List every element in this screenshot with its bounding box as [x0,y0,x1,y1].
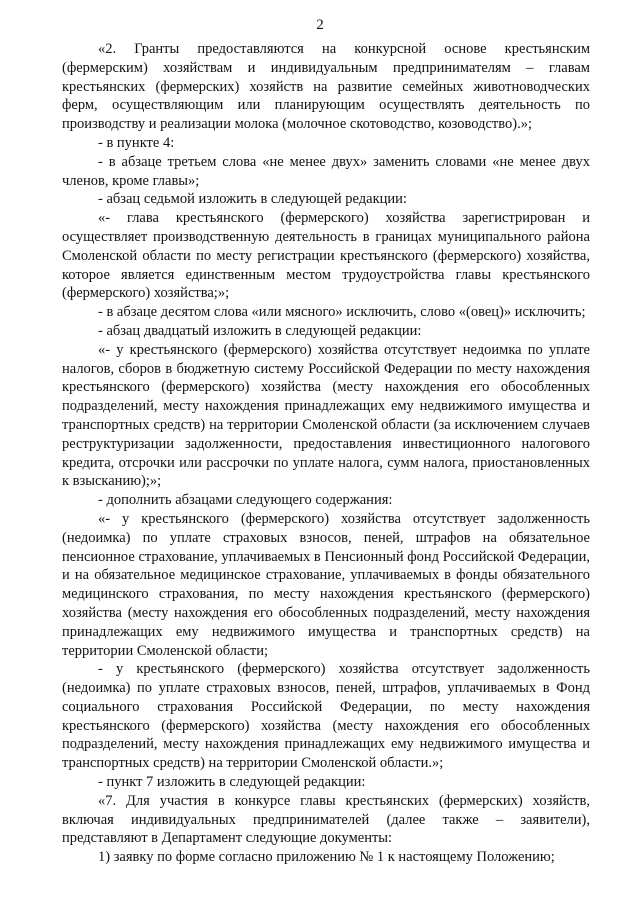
paragraph: - в пункте 4: [98,134,175,151]
paragraph: - в абзаце третьем слова «не менее двух» заменить словами «не менее двух членов, кроме главы»; [62,153,590,189]
paragraph: «7. Для участия в конкурсе главы крестьянских (фермерских) хозяйств, включая индивидуальных предпринимателей (далее также – заявители), представляют в Департамент следующие документы: [62,792,590,847]
paragraph: - пункт 7 изложить в следующей редакции: [98,774,366,791]
paragraph: - у крестьянского (фермерского) хозяйства отсутствует задолженность (недоимка) по уплате страховых взносов, пеней, штрафов, уплачиваемых в Фонд социального страхования Российской Федерации, по месту нахождения крестьянского (фермерского) хозяйства (месту нахождения его обособленных подразделений, месту нахождения принадлежащих ему недвижимого имущества и транспортных средств) на территории Смоленской области.»; [62,661,590,772]
paragraph: «- у крестьянского (фермерского) хозяйства отсутствует недоимка по уплате налогов, сборов в бюджетную систему Российской Федерации по месту нахождения крестьянского (фермерского) хозяйства (месту нахождения его обособленных подразделений, месту нахождения принадлежащих ему недвижимого имущества и транспортных средств) на территории Смоленской области (за исключением случаев реструктуризации задолженности, предоставления инвестиционного налогового кредита, отсрочки или рассрочки по уплате налога, сумм налога, приостановленных к взысканию);»; [62,341,590,490]
page-number: 2 [316,17,324,33]
paragraph: 1) заявку по форме согласно приложению № 1 к настоящему Положению; [98,849,555,866]
paragraph: «- у крестьянского (фермерского) хозяйства отсутствует задолженность (недоимка) по уплате страховых взносов, пеней, штрафов на обязательное пенсионное страхование, уплачиваемых в Пенсионный фонд Российской Федерации, и на обязательное медицинское страхование, уплачиваемых в фонды обязательного медицинского страхования, по месту нахождения крестьянского (фермерского) хозяйства (месту нахождения его обособленных подразделений, месту нахождения принадлежащих ему недвижимого имущества и транспортных средств) на территории Смоленской области; [62,510,590,659]
paragraph: - абзац седьмой изложить в следующей редакции: [98,191,407,208]
paragraph: «2. Гранты предоставляются на конкурсной основе крестьянским (фермерским) хозяйствам и индивидуальным предпринимателям – главам крестьянских (фермерских) хозяйств на развитие семейных животноводческих ферм, осуществляющим или планирующим осуществлять деятельность по производству и реализации молока (молочное скотоводство, козоводство).»; [62,41,590,133]
document-body [62,40,590,867]
paragraph: «- глава крестьянского (фермерского) хозяйства зарегистрирован и осуществляет производственную деятельность в границах муниципального района Смоленской области по месту регистрации крестьянского (фермерского) хозяйства, которое является единственным местом трудоустройства главы крестьянского (фермерского) хозяйства;»; [62,210,590,302]
paragraph: - дополнить абзацами следующего содержания: [98,492,393,509]
paragraph: - абзац двадцатый изложить в следующей редакции: [98,322,422,339]
paragraph: - в абзаце десятом слова «или мясного» исключить, слово «(овец)» исключить; [98,304,586,321]
